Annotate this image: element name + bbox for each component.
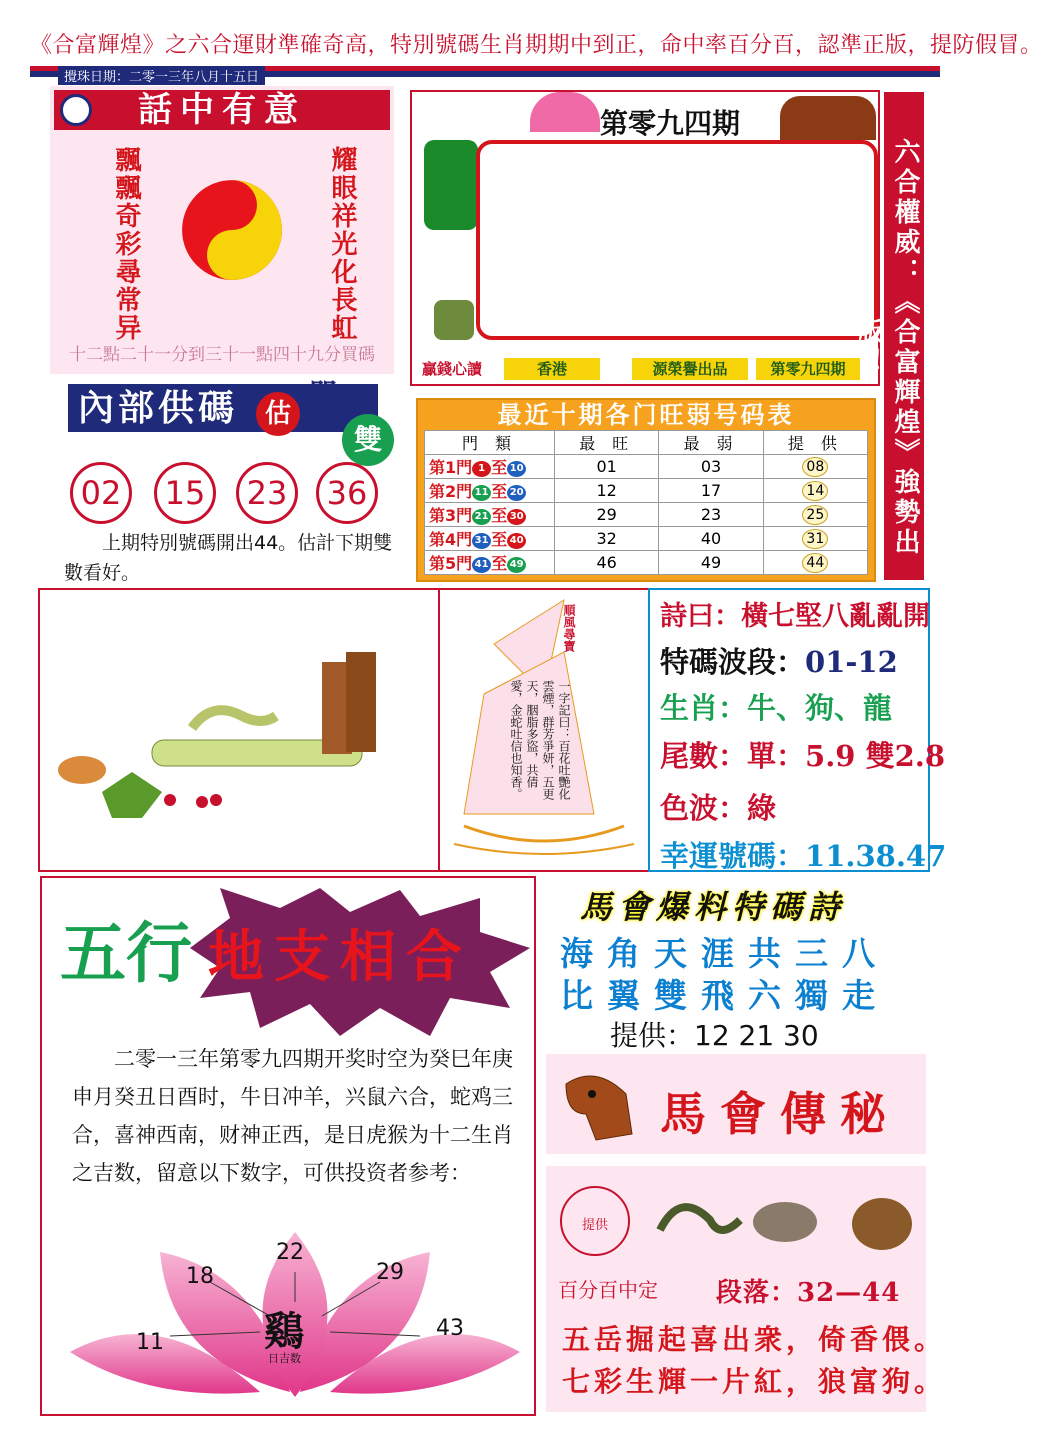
final-line: 五岳掘起喜出衆，倚香偎。: [562, 1323, 947, 1356]
hzyy-right-column: 耀眼祥光化長虹: [327, 146, 357, 342]
provide-number: 08: [802, 457, 828, 477]
table-row: [425, 503, 868, 527]
gate-label: 第5門: [429, 554, 473, 573]
nature-illustration: [42, 592, 438, 870]
draw-date: 攪珠日期：二零一三年八月十五日: [58, 66, 265, 85]
hzyy-title: 話中有意: [54, 90, 390, 130]
logo-icon: [60, 94, 92, 126]
bar-item-issue: 第零九四期: [756, 358, 860, 380]
mahui-provide: 提供：12 21 30: [610, 1019, 819, 1052]
to-word: 至: [491, 506, 508, 525]
to-word: 至: [491, 458, 508, 477]
tail-label: 尾數：: [660, 739, 748, 773]
gate-label: 第2門: [429, 482, 473, 501]
center-bottom-bar: [412, 356, 878, 382]
provide-number: 44: [802, 553, 828, 573]
boat-poem: 一字記曰：百花吐艷化雲煙，群芳爭妍，五更天，胭脂多盜，共倩愛，金蛇吐信也知香。: [509, 680, 571, 800]
tema-value: 01-12: [805, 645, 898, 679]
wuxing-title: [60, 900, 472, 995]
min-cell: 03: [659, 455, 763, 479]
inner-code-text: 上期特別號碼開出44。估計下期雙數看好。: [64, 532, 393, 584]
money-bag-image: [434, 300, 474, 340]
color-label: 色波：: [660, 791, 748, 825]
column-header: 最 弱: [659, 431, 763, 455]
max-cell: 29: [555, 503, 659, 527]
gate-cell: [425, 479, 555, 503]
max-cell: 46: [555, 551, 659, 575]
tema-label: 特碼波段：: [660, 645, 806, 679]
min-cell: 23: [659, 503, 763, 527]
zodiac-value: 牛、狗、龍: [747, 691, 893, 725]
blank-content-box: [476, 140, 878, 340]
min-cell: 40: [659, 527, 763, 551]
horse-image: [780, 96, 876, 140]
poem-title: 詩曰：橫七堅八亂亂開: [660, 601, 930, 632]
lotus-number: 22: [276, 1240, 304, 1265]
lucky-value: 11.38.47: [805, 839, 947, 873]
max-cell: 01: [555, 455, 659, 479]
header-slogan: 《合富輝煌》之六合運財準確奇高，特別號碼生肖期期中到正，命中率百分百，認準正版，提防假冒。: [30, 33, 1043, 58]
max-cell: 32: [555, 527, 659, 551]
issue-number: 第零九四期: [600, 107, 741, 140]
bar-item-source: 源榮譽出品: [632, 358, 748, 380]
provide-number: 25: [802, 505, 828, 525]
badge-gu: 估: [256, 392, 300, 436]
bar-left-label: 贏錢心讀: [422, 360, 483, 378]
provide-cell: [763, 527, 867, 551]
duanluo-range: 段落：32—44: [716, 1278, 901, 1308]
range-end-dot: 20: [507, 485, 526, 501]
wuxing-title-a: 五行: [60, 914, 192, 992]
provide-cell: [763, 503, 867, 527]
color-line: [660, 786, 776, 827]
zodiac-line: [660, 686, 892, 727]
number-ball: 23: [236, 462, 298, 524]
gate-label: 第1門: [429, 458, 473, 477]
badge-dan: 單: [308, 379, 338, 414]
table-row: [425, 455, 868, 479]
number-ball: 15: [154, 462, 216, 524]
to-word: 至: [491, 554, 508, 573]
zodiac-animals-image: [650, 1180, 920, 1260]
tema-range: [660, 640, 898, 681]
max-cell: 12: [555, 479, 659, 503]
lotus-number: 18: [186, 1264, 214, 1289]
wuxing-text: 二零一三年第零九四期开奖时空为癸巳年庚申月癸丑日酉时，牛日冲羊，兴鼠六合，蛇鸡三合，喜神西南，财神正西，是日虎猴为十二生肖之吉数，留意以下数字，可供投资者参考：: [72, 1047, 513, 1185]
right-vertical-banner: 六合權威：《合富輝煌》強勢出版！: [884, 92, 924, 580]
lotus-number: 29: [376, 1260, 404, 1285]
column-header: 提 供: [763, 431, 867, 455]
strength-table: [424, 430, 868, 575]
tail-line: [660, 734, 945, 775]
badge-shuang: 雙: [342, 414, 394, 466]
inner-code-title: 內部供碼: [68, 384, 378, 432]
gate-label: 第3門: [429, 506, 473, 525]
mahui-poem-line: 比翼雙飛六獨走: [560, 976, 889, 1015]
number-ball: 02: [70, 462, 132, 524]
table-title: 最近十期各门旺弱号码表: [497, 401, 795, 429]
final-line: 七彩生輝一片紅，狼富狗。: [562, 1365, 947, 1398]
table-row: [425, 479, 868, 503]
lucky-line: [660, 834, 946, 875]
range-start-dot: 1: [472, 461, 491, 477]
gate-label: 第4門: [429, 530, 473, 549]
bar-item-hk: 香港: [504, 358, 600, 380]
zodiac-label: 生肖：: [660, 691, 748, 725]
lotus-center-sub: 日吉数: [268, 1352, 301, 1365]
column-header: 門 類: [425, 431, 555, 455]
mahui-poem-line: 海角天涯共三八: [560, 934, 889, 973]
range-start-dot: 11: [472, 485, 491, 501]
range-start-dot: 41: [472, 557, 491, 573]
min-cell: 17: [659, 479, 763, 503]
provide-cell: [763, 479, 867, 503]
gate-cell: [425, 551, 555, 575]
hzyy-bottom-text: 十二點二十一分到三十一點四十九分買碼: [69, 345, 375, 365]
provide-number: 14: [802, 481, 828, 501]
wuxing-title-b: 地支相合: [208, 924, 472, 990]
gate-cell: [425, 503, 555, 527]
lucky-label: 幸運號碼：: [660, 839, 806, 873]
gate-cell: [425, 455, 555, 479]
tail-value: 單：5.9 雙2.8: [747, 739, 946, 773]
green-shape: [424, 140, 478, 230]
range-end-dot: 40: [507, 533, 526, 549]
lotus-number: 11: [136, 1330, 164, 1355]
gate-cell: [425, 527, 555, 551]
range-end-dot: 10: [507, 461, 526, 477]
range-start-dot: 31: [472, 533, 491, 549]
range-start-dot: 21: [472, 509, 491, 525]
number-ball: 36: [316, 462, 378, 524]
percent-label: 百分百中定: [558, 1278, 658, 1302]
table-row: [425, 551, 868, 575]
provide-cell: [763, 455, 867, 479]
min-cell: 49: [659, 551, 763, 575]
to-word: 至: [491, 482, 508, 501]
sail-label: 順風尋寶: [562, 604, 576, 652]
yin-yang-icon: [180, 178, 284, 282]
seal-stamp: 提供: [560, 1186, 630, 1256]
range-end-dot: 49: [507, 557, 526, 573]
lotus-number: 43: [436, 1316, 464, 1341]
table-row: [425, 527, 868, 551]
hzyy-left-column: 飄飄奇彩尋常异: [111, 146, 141, 342]
range-end-dot: 30: [507, 509, 526, 525]
column-header: 最 旺: [555, 431, 659, 455]
to-word: 至: [491, 530, 508, 549]
chuanmi-title: 馬會傳秘: [660, 1087, 900, 1141]
color-value: 綠: [747, 791, 777, 825]
mahui-title: 馬會爆料特碼詩: [580, 888, 847, 926]
lotus-center-char: 鷄: [264, 1308, 304, 1355]
table-header-row: [425, 431, 868, 455]
provide-number: 31: [802, 529, 828, 549]
provide-cell: [763, 551, 867, 575]
horse-head-icon: [556, 1064, 638, 1146]
